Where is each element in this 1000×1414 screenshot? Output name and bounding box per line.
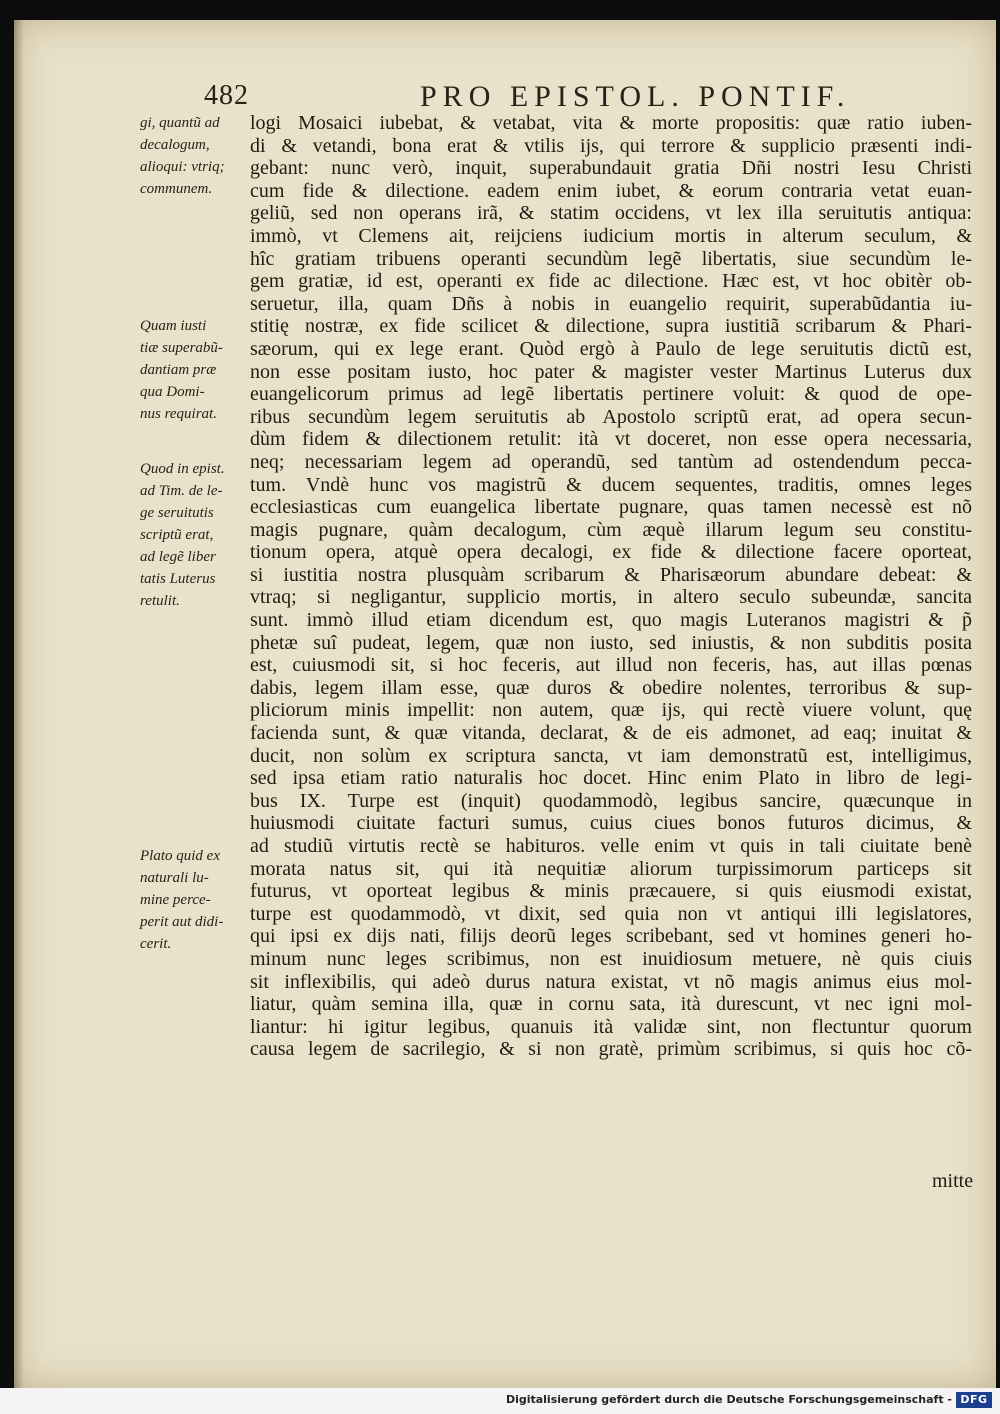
body-text-line: geliũ, sed non operans irã, & statim occidens, vt lex illa seruitutis antiqua: [250,202,972,225]
marginal-note-line: dantiam præ [140,362,217,378]
body-text-line: facienda sunt, & quæ vitanda, declarat, & de eis admonet, ad eaq; inuitat & [250,722,972,745]
marginal-note-line: perit aut didi- [140,914,224,930]
body-text-line: ribus secundùm legem seruitutis ab Apostolo scriptũ erat, ad opera secun- [250,405,972,428]
marginal-note-line: gi, quantũ ad [140,115,220,131]
body-text-line: huiusmodi ciuitate facturi sumus, cuius ciues bonos futuros dicimus, & [250,812,972,835]
catchword: mitte [932,1170,974,1192]
body-text-line: qui ipsi ex dijs nati, filijs deorũ leges scribebant, sed vt homines generi ho- [250,925,972,948]
body-text-line: ad studiũ virtutis rectè se habituros. velle enim vt quis in tali ciuitate benè [250,835,972,857]
running-head: PRO EPISTOL. PONTIF. [420,80,851,113]
body-text-line: stitię nostræ, ex fide scilicet & dilectione, supra iustitiã scribarum & Phari- [250,315,972,338]
body-text-line: si iustitia nostra plusquàm scribarum & Pharisæorum abundare debeat: & [250,563,972,586]
footer-credit: Digitalisierung gefördert durch die Deutsche Forschungsgemeinschaft - [505,1393,952,1406]
marginal-note-line: alioqui: vtriq; [140,159,225,175]
body-text-line: cum fide & dilectione. eadem enim iubet, & eorum contraria vetat euan- [250,179,972,202]
body-text-line: sunt. immò illud etiam dicendum est, quo magis Luteranos magistri & p̃ [250,609,972,632]
body-text-line: tionum opera, atquè opera decalogi, ex fide & dilectione facere oporteat, [250,541,972,564]
marginal-note-line: Plato quid ex [140,848,220,864]
body-text-line: phetæ suî pudeat, legem, quæ non iusto, sed iniustis, & non subditis posita [250,631,972,654]
marginal-note-line: communem. [140,181,213,197]
marginal-note-line: qua Domi- [140,384,205,400]
footer-bar [0,1388,1000,1414]
body-text-line: logi Mosaici iubebat, & vetabat, vita & morte propositis: quæ ratio iuben- [250,112,972,134]
body-text-line: gem gratiæ, id est, operanti ex fide ac dilectione. Hæc est, vt hoc obitèr ob- [250,270,972,293]
body-text-line: dabis, legem illam esse, quæ duros & obedire nolentes, terroribus & sup- [250,676,972,699]
page-edge-shadow [14,20,24,1388]
marginal-note-3 [140,458,252,612]
body-text-line: minum nunc leges scribimus, non est inuidiosum metuere, nè quis ciuis [250,947,972,970]
marginal-note-line: mine perce- [140,892,211,908]
page-number: 482 [204,80,249,111]
marginal-note-line: tiæ superabũ- [140,340,223,356]
marginal-note-line: ad legẽ liber [140,549,216,565]
body-text-line: magis pugnare, quàm decalogum, cùm æquè illarum legum seu constitu- [250,518,972,541]
page-header [200,80,970,116]
marginal-note-line: Quam iusti [140,318,207,334]
dfg-logo: DFG [956,1392,992,1408]
body-text-block [250,112,972,1061]
body-text-line: ducit, non solùm ex scriptura sancta, vt iam demonstratũ est, intelligimus, [250,744,972,767]
body-text-line: sit inflexibilis, qui adeò durus natura existat, vt nõ magis animus eius mol- [250,970,972,993]
body-text-line: dùm fidem & dilectionem retulit: ità vt doceret, non esse opera necessaria, [250,428,972,451]
body-text-line: ecclesiasticas cum euangelica libertate pugnare, quas tamen necessè est nõ [250,496,972,519]
marginal-note-line: tatis Luterus [140,571,216,587]
marginal-note-line: decalogum, [140,137,210,153]
body-text-line: vtraq; si negligantur, supplicio mortis, in altero seculo subeundæ, sancita [250,586,972,609]
marginal-note-line: cerit. [140,936,172,952]
marginal-note-line: ge seruitutis [140,505,214,521]
marginal-note-4 [140,845,252,955]
body-text-line: morata natus sit, qui ità nequitiæ aliorum turpissimorum particeps sit [250,857,972,880]
body-text-line: turpe est quodammodò, vt dixit, sed quia non vt antiqui illi legislatores, [250,902,972,925]
body-text-line: liantur: hi igitur legibus, quanuis ità validæ sint, non flectuntur quorum [250,1015,972,1038]
body-text-line: sed ipsa etiam ratio naturalis hoc docet. Hinc enim Plato in libro de legi- [250,767,972,790]
body-text-line: causa legem de sacrilegio, & si non gratè, primùm scribimus, si quis hoc cõ- [250,1038,972,1061]
body-text-line: di & vetandi, bona erat & vtilis ijs, qui terrore & supplicio præsenti indi- [250,134,972,157]
body-text-line: est, cuiusmodi sit, si hoc feceris, aut illud non feceris, has, aut illas pœnas [250,654,972,677]
marginal-note-line: ad Tim. de le- [140,483,223,499]
body-text-line: liatur, quàm semina illa, quæ in cornu sata, ità durescunt, vt nec igni mol- [250,993,972,1016]
body-text-line: tum. Vndè hunc vos magistrũ & ducem sequentes, traditis, omnes leges [250,473,972,496]
body-text-line: neq; necessariam legem ad operandũ, sed tantùm ad ostendendum pecca- [250,450,972,473]
body-text-line: seruetur, illa, quam Dñs à nobis in euangelio requirit, superabũdantia iu- [250,292,972,315]
body-text-line: bus IX. Turpe est (inquit) quodammodò, legibus sancire, quæcunque in [250,789,972,812]
body-text-line: pliciorum minis impellit: non autem, quæ ijs, qui rectè viuere volunt, quę [250,699,972,722]
marginal-note-line: retulit. [140,593,180,609]
marginal-note-line: scriptũ erat, [140,527,214,543]
body-text-line: sæorum, qui ex lege erant. Quòd ergò à Paulo de lege seruitutis dictũ est, [250,337,972,360]
marginal-note-2 [140,315,252,425]
body-text-line: futurus, vt oporteat legibus & minis præcauere, si quis eiusmodi existat, [250,880,972,903]
marginal-note-line: naturali lu- [140,870,209,886]
marginal-note-line: nus requirat. [140,406,217,422]
marginal-note-1 [140,112,252,200]
body-text-line: immò, vt Clemens ait, reijciens iudicium mortis in alterum seculum, & [250,224,972,247]
body-text-line: hîc gratiam tribuens operanti secundùm legẽ libertatis, siue secundùm le- [250,247,972,270]
body-text-line: euangelicorum primus ad legẽ libertatis pertinere voluit: & quod de ope- [250,383,972,406]
body-text-line: gebant: nunc verò, inquit, superabundauit gratia Dñi nostri Iesu Christi [250,157,972,180]
body-text-line: non esse positam iusto, hoc pater & magister vester Martinus Luterus dux [250,360,972,383]
marginal-note-line: Quod in epist. [140,461,225,477]
